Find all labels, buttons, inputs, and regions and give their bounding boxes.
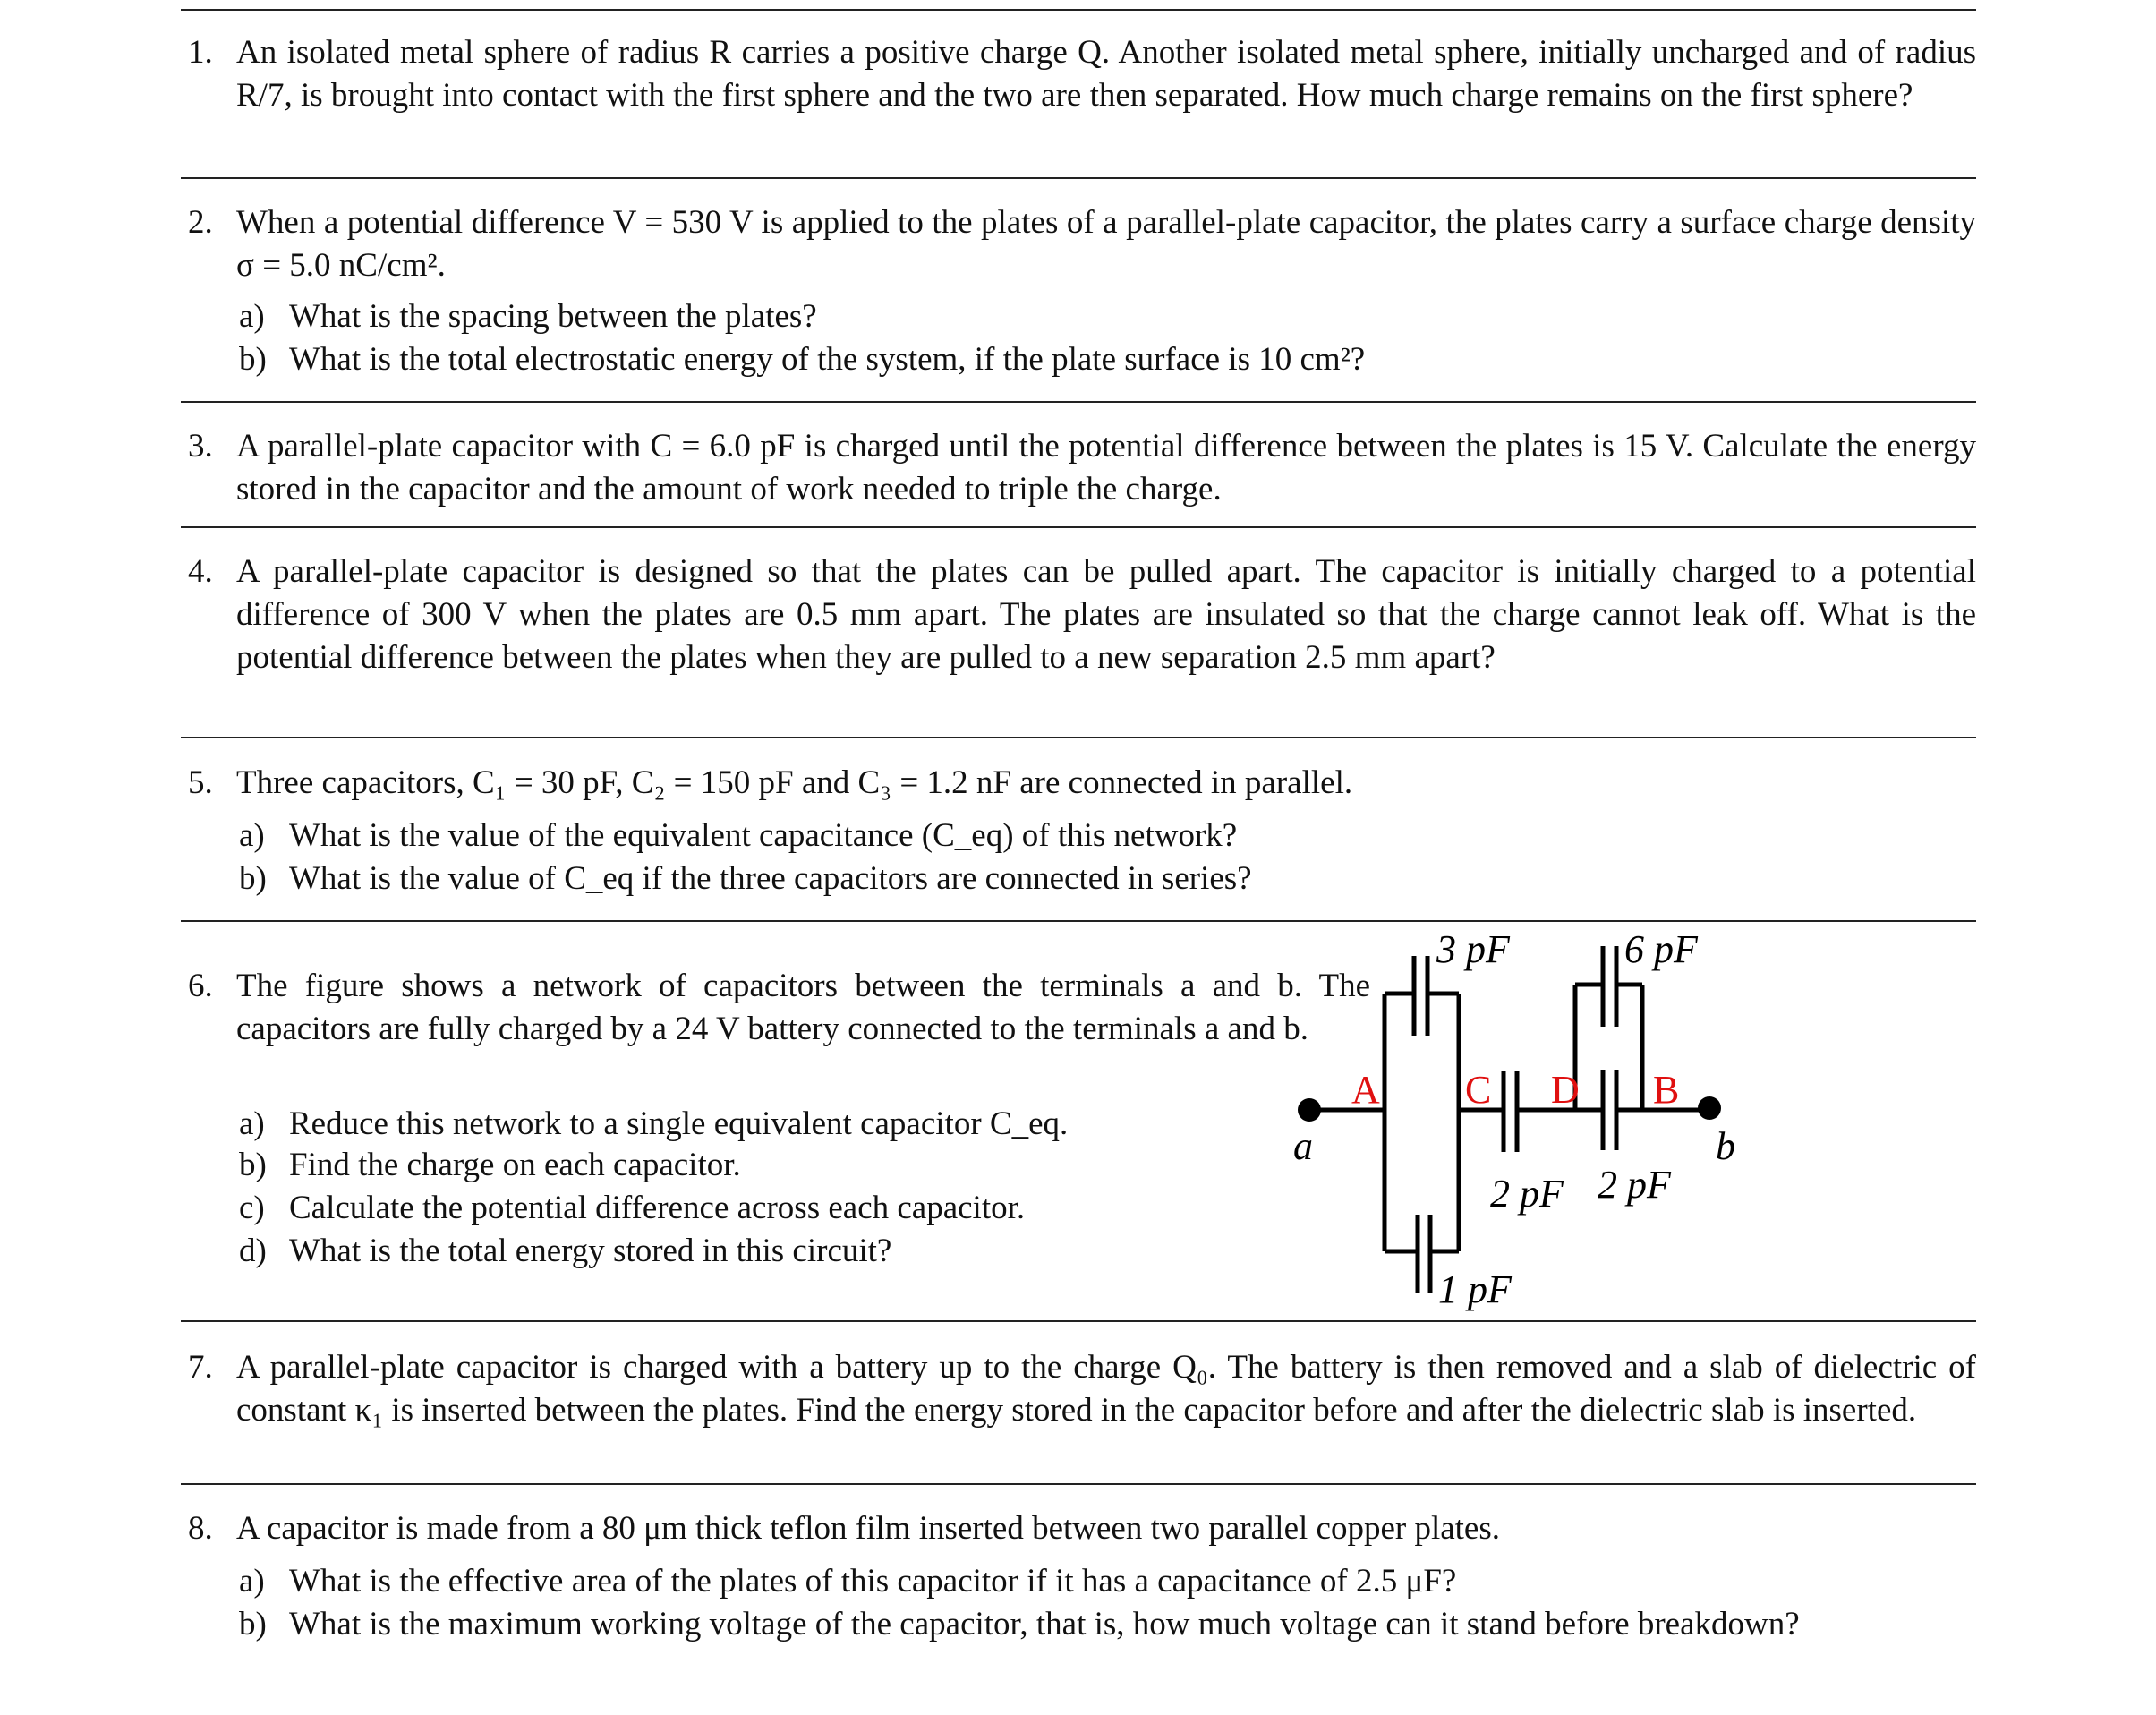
problem-number: 8. [188,1510,213,1547]
divider [181,177,1976,179]
part-text: What is the effective area of the plates of this capacitor if it has a capacitance of 2.5 μF? [289,1563,1457,1600]
part-label: a) [239,1105,265,1142]
problem-number: 2. [188,204,213,241]
part-text: What is the spacing between the plates? [289,298,817,335]
part-label: a) [239,1563,265,1600]
capacitor-1pf [1418,1215,1430,1293]
problem-number: 5. [188,764,213,801]
part-label: b) [239,1606,267,1642]
capacitor-2pf-middle [1504,1071,1517,1152]
label-2pf-right: 2 pF [1598,1163,1671,1207]
capacitor-6pf [1603,946,1616,1027]
label-6pf: 6 pF [1624,927,1698,971]
part-text: What is the maximum working voltage of the capacitor, that is, how much voltage can it stand before breakdown? [289,1606,1800,1642]
part-text: Reduce this network to a single equivalent capacitor C_eq. [289,1105,1069,1142]
problem-text: Three capacitors, C₁ = 30 pF, C₂ = 150 pF and C₃ = 1.2 nF are connected in parallel. [236,764,1353,801]
part-text: What is the value of the equivalent capacitance (C_eq) of this network? [289,817,1238,854]
part-text: Find the charge on each capacitor. [289,1147,741,1183]
divider [181,737,1976,738]
part-text: What is the total energy stored in this circuit? [289,1233,892,1269]
problem-text: When a potential difference V = 530 V is applied to the plates of a parallel-plate capacitor, the plates carry a surface charge density σ = 5.0 nC/cm². [236,204,1976,284]
part-label: b) [239,1147,267,1183]
problem-text: A parallel-plate capacitor is charged with a battery up to the charge Q₀. The battery is then removed and a slab of dielectric of constant κ₁ is inserted between the plates. Find the energy stored in the capacitor before and after the dielectric slab is inserted. [236,1349,1976,1429]
problem-number: 3. [188,428,213,465]
part-label: a) [239,298,265,335]
label-1pf: 1 pF [1438,1267,1512,1311]
terminal-a-dot [1298,1098,1321,1122]
part-text: Calculate the potential difference across each capacitor. [289,1190,1026,1226]
part-label: a) [239,817,265,854]
node-b-label: B [1653,1068,1680,1112]
problem-text: A capacitor is made from a 80 μm thick teflon film inserted between two parallel copper plates. [236,1510,1500,1547]
problem-text: An isolated metal sphere of radius R carries a positive charge Q. Another isolated metal sphere, initially uncharged and of radius R/7, is brought into contact with the first sphere and the two are then separated. How much charge remains on the first sphere? [236,34,1976,114]
terminal-b-label: b [1716,1124,1735,1168]
part-label: b) [239,860,267,897]
terminal-a-label: a [1293,1124,1313,1168]
label-2pf-middle: 2 pF [1490,1172,1564,1216]
problem-number: 4. [188,553,213,590]
node-c-label: C [1465,1068,1492,1112]
part-text: What is the value of C_eq if the three capacitors are connected in series? [289,860,1252,897]
terminal-b-dot [1698,1096,1721,1120]
wire [1575,985,1642,1110]
part-label: c) [239,1190,265,1226]
part-label: b) [239,341,267,378]
problem-text: A parallel-plate capacitor with C = 6.0 pF is charged until the potential difference between the plates is 15 V. Calculate the energy stored in the capacitor and the amount of work needed to triple the charge. [236,428,1976,508]
problem-number: 1. [188,34,213,71]
problem-text: A parallel-plate capacitor is designed so that the plates can be pulled apart. The capacitor is initially charged to a potential difference of 300 V when the plates are 0.5 mm apart. The plates are insulated so that the charge cannot leak off. What is the potential difference between the plates when they are pulled to a new separation 2.5 mm apart? [236,553,1976,676]
part-label: d) [239,1233,267,1269]
divider [181,526,1976,528]
capacitor-2pf-right [1603,1070,1616,1150]
node-d-label: D [1551,1068,1580,1112]
problem-text: The figure shows a network of capacitors between the terminals a and b. The capacitors are fully charged by a 24 V battery connected to the terminals a and b. [236,968,1370,1047]
capacitor-network-diagram [1289,922,2005,1325]
part-text: What is the total electrostatic energy of the system, if the plate surface is 10 cm²? [289,341,1366,378]
capacitor-3pf [1414,956,1427,1036]
problem-number: 6. [188,968,213,1004]
label-3pf: 3 pF [1436,927,1510,971]
divider [181,1483,1976,1485]
divider [181,9,1976,11]
divider [181,401,1976,403]
node-a-label: A [1351,1068,1380,1112]
problem-number: 7. [188,1349,213,1386]
